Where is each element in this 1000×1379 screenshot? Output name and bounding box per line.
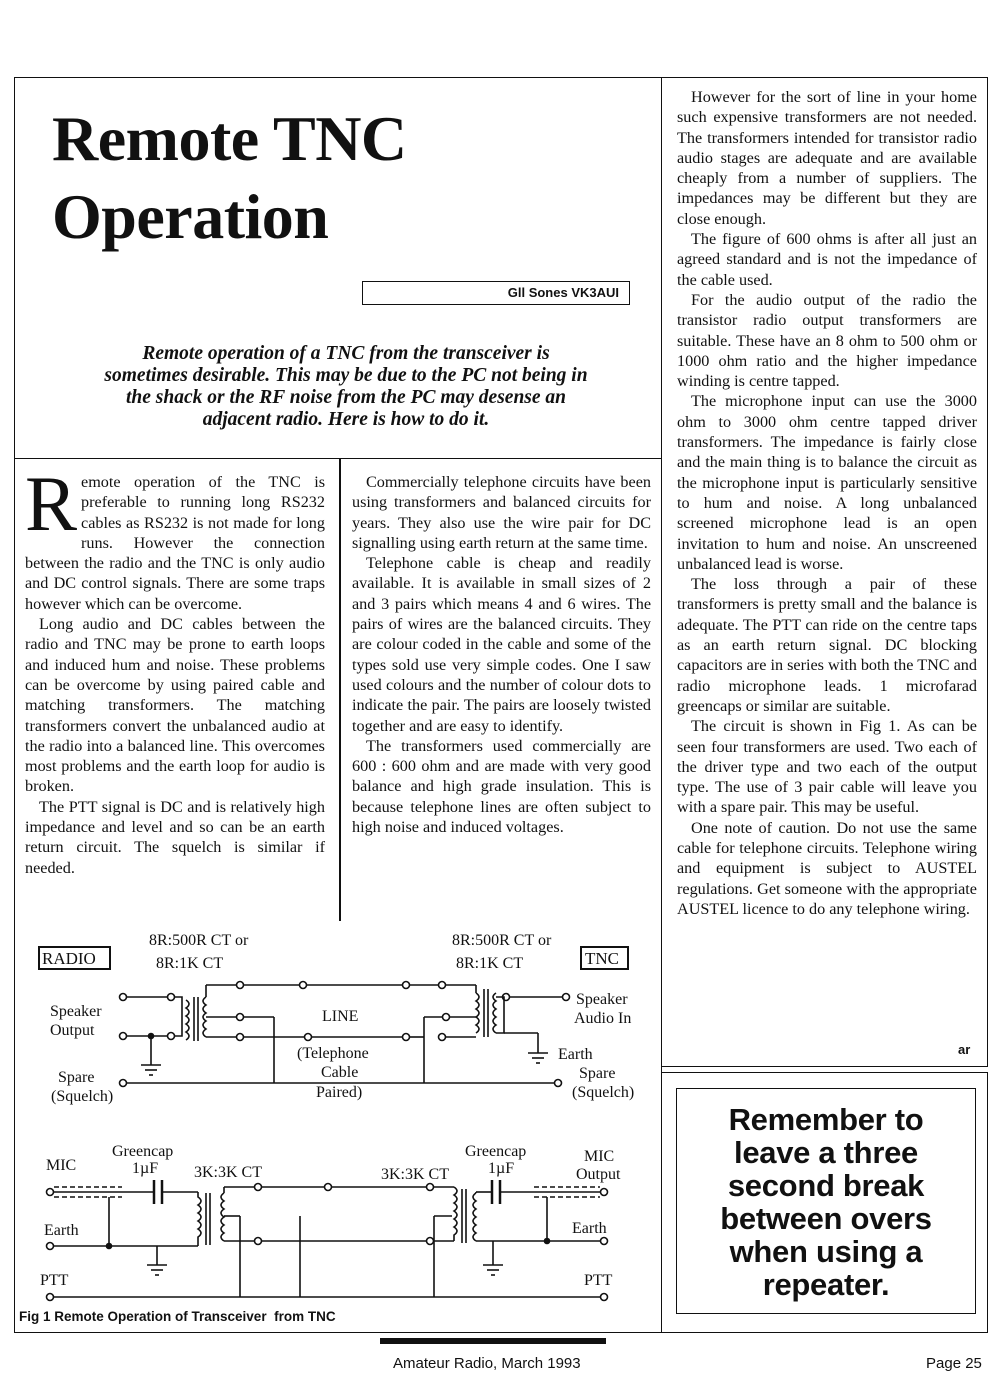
reminder-line: repeater. (762, 1267, 890, 1302)
mic-left-transformer (198, 1187, 254, 1297)
column-1 (25, 460, 325, 878)
paragraph: The PTT signal is DC and is relatively high impedance and level and so can be an earth return circuit. The squelch is similar if needed. (25, 797, 325, 877)
paragraph: The transformers used commercially are 600 : 600 ohm and are made with very good balance and high grade insulation. This is because telephone lines are often subject to high noise and induced voltages. (352, 736, 651, 837)
greencap-left-label-1: Greencap (112, 1143, 174, 1160)
drop-cap: R (25, 460, 78, 547)
telephone-label-1: (Telephone (297, 1045, 369, 1062)
xfmr-3k-right-label: 3K:3K CT (381, 1166, 449, 1183)
footer-page-number: Page 25 (926, 1355, 982, 1372)
greencap-right-label-2: 1µF (488, 1160, 515, 1177)
mic-left-label: MIC (46, 1157, 77, 1174)
ptt-left-label: PTT (40, 1272, 69, 1289)
paragraph: The microphone input can use the 3000 ohm to 3000 ohm centre tapped driver transformers. The impedance is fairly close and the main thing is to balance the circuit as the microphone input is particularly sensitive to hum and noise. A long unbalanced screened microphone lead is an open invitation to hum and noise. An unscreened unbalanced lead is worse. (677, 392, 977, 573)
tnc-transformer-label-1: 8R:500R CT or (452, 932, 552, 949)
radio-transformer-label-2: 8R:1K CT (156, 955, 224, 972)
intro-standfirst: Remote operation of a TNC from the transceiver is sometimes desirable. This may be due to the PC not being in the shack or the RF noise from the PC may desense an adjacent radio. Here is how to do it. (104, 343, 588, 430)
paragraph: The figure of 600 ohms is after all just an agreed standard and is not the impedance of the cable used. (677, 230, 977, 289)
paragraph: Long audio and DC cables between the radio and TNC may be prone to earth loops and induced hum and noise. These problems can be overcome by using paired cable and matching transformers. The matching transformers convert the unbalanced audio at the radio into a balanced line. This overcomes most problems and the earth loop for audio is broken. (25, 615, 325, 796)
greencap-right-label-1: Greencap (465, 1143, 527, 1160)
footer-magazine: Amateur Radio, March 1993 (393, 1355, 581, 1372)
radio-transformer (186, 985, 236, 1041)
mic-line-wiring (240, 1184, 454, 1298)
repeater-reminder-box (676, 1088, 976, 1314)
mic-right-transformer (434, 1187, 600, 1297)
telephone-label-3: Paired) (316, 1084, 363, 1101)
title-line-1: Remote TNC (52, 103, 407, 174)
greencap-left-label-2: 1µF (132, 1160, 159, 1177)
telephone-label-2: Cable (321, 1064, 359, 1081)
reminder-line: leave a three (734, 1135, 918, 1170)
figure-caption: Fig 1 Remote Operation of Transceiver from TNC (19, 1309, 336, 1324)
paragraph: Remote operation of the TNC is preferable to running long RS232 cables as RS232 is not made for long runs. However the connection between the radio and the TNC is only audio and DC control signals. There are some traps however which can be overcome. (25, 460, 325, 613)
tnc-transformer-label-2: 8R:1K CT (456, 955, 524, 972)
tnc-transformer (446, 985, 570, 1063)
paragraph: One note of caution. Do not use the same cable for telephone circuits. Telephone wiring and equipment is subject to AUSTEL regulations. Get someone with the appropriate AUSTEL licence to do any telephone wiring. (677, 818, 977, 918)
radio-transformer-label-1: 8R:500R CT or (149, 932, 249, 949)
article-title (52, 100, 407, 256)
author-byline: Gll Sones VK3AUI (362, 281, 630, 305)
earth-tnc-label: Earth (558, 1046, 593, 1063)
paragraph: Commercially telephone circuits have been using transformers and balanced circuits for years. They also use the wire pair for DC signalling using earth return at the same time. (352, 473, 651, 552)
radio-speaker-wiring (120, 994, 183, 1076)
speaker-audio-label-2: Audio In (574, 1010, 632, 1027)
earth-left-label: Earth (44, 1222, 79, 1239)
column-2 (352, 472, 651, 837)
article-signoff: ar (958, 1042, 971, 1057)
spare-left-label-1: Spare (58, 1069, 95, 1086)
spare-right-label-1: Spare (579, 1065, 616, 1082)
spare-left-label-2: (Squelch) (51, 1088, 114, 1105)
mic-left-wiring (47, 1180, 241, 1301)
paragraph: The circuit is shown in Fig 1. As can be seen four transformers are used. Two each of the driver type and two each of the output type. The use of 3 pair cable will leave you with a spare pair. This may be useful. (677, 717, 977, 817)
reminder-line: Remember to (728, 1102, 924, 1137)
xfmr-3k-left-label: 3K:3K CT (194, 1164, 262, 1181)
reminder-line: second break (727, 1168, 925, 1203)
paragraph: The loss through a pair of these transformers is pretty small and the balance is adequate. The PTT can ride on the centre taps as an earth return signal. DC blocking capacitors are in series with both the TNC and radio microphone leads. 1 microfarad greencaps or similar are suitable. (677, 575, 977, 715)
circuit-diagram (14, 925, 674, 1325)
speaker-output-label-2: Output (50, 1022, 95, 1039)
speaker-audio-label-1: Speaker (576, 991, 628, 1008)
column-3 (677, 87, 977, 919)
column-divider (339, 459, 341, 921)
tnc-box-label: TNC (585, 949, 619, 968)
speaker-output-label-1: Speaker (50, 1003, 102, 1020)
earth-right-label: Earth (572, 1220, 607, 1237)
reminder-line: when using a (729, 1234, 923, 1269)
paragraph: However for the sort of line in your home such expensive transformers are not needed. The transformers intended for transistor radio audio stages are adequate and are available cheaply from a number of suppliers. The impedances may be different but they are close enough. (677, 88, 977, 228)
radio-box-label: RADIO (42, 949, 96, 968)
paragraph: For the audio output of the radio the transistor radio output transformers are suitable. These have an 8 ohm to 500 ohm or 1000 ohm ratio and the higher impedance winding is centre tapped. (677, 290, 977, 391)
line-label: LINE (322, 1008, 359, 1025)
reminder-line: between overs (720, 1201, 932, 1236)
title-line-2: Operation (52, 181, 329, 252)
mic-output-label-1: MIC (584, 1148, 615, 1165)
mic-output-label-2: Output (576, 1166, 621, 1183)
ptt-right-label: PTT (584, 1272, 613, 1289)
footer-rule (380, 1338, 606, 1344)
spare-right-label-2: (Squelch) (572, 1084, 635, 1101)
paragraph: Telephone cable is cheap and readily available. It is available in small sizes of 2 and 3 pairs which means 4 and 6 wires. The pairs of wires are the balanced circuits. They are colour coded in the cable and some of the types sold use very simple codes. One I saw used colours and the number of colour dots to indicate the pair. The pairs are loosely twisted together and are easy to identify. (352, 554, 651, 735)
